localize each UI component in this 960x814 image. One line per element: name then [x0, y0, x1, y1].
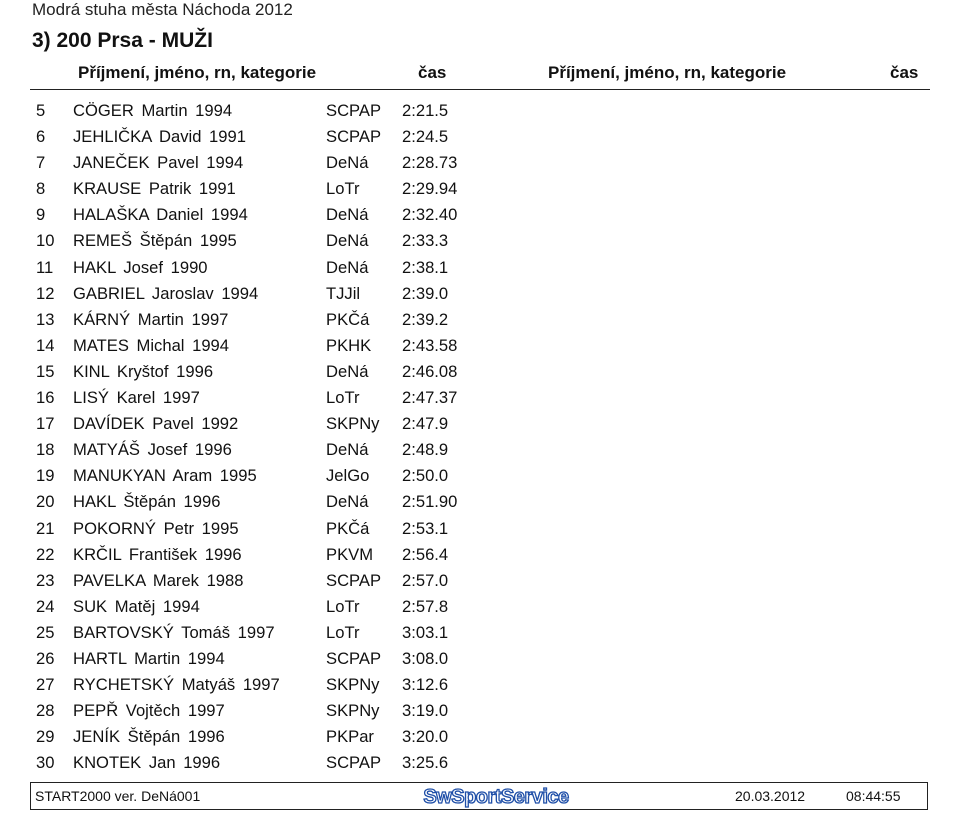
result-row — [0, 310, 960, 336]
result-club: LoTr — [326, 596, 360, 616]
result-time: 3:20.0 — [402, 727, 449, 747]
result-club: SKPNy — [326, 675, 380, 695]
event-title: 3) 200 Prsa - MUŽI — [32, 29, 213, 52]
result-row — [0, 701, 960, 727]
result-club: PKPar — [326, 727, 374, 747]
result-place: 19 — [36, 466, 55, 486]
result-name: HALAŠKA Daniel 1994 — [73, 205, 248, 225]
result-club: SCPAP — [326, 101, 382, 120]
result-name: REMEŠ Štěpán 1995 — [73, 231, 237, 251]
result-row — [0, 284, 960, 310]
result-club: PKČá — [326, 309, 370, 329]
result-club: DeNá — [326, 257, 369, 277]
result-row — [0, 649, 960, 675]
result-club: LoTr — [326, 388, 360, 408]
result-row — [0, 466, 960, 492]
column-header-time-1: čas — [418, 63, 447, 82]
result-place: 14 — [36, 335, 55, 355]
result-time: 2:39.0 — [402, 283, 449, 303]
result-row — [0, 362, 960, 388]
result-time: 2:21.5 — [402, 101, 449, 120]
result-club: SCPAP — [326, 127, 382, 147]
result-place: 22 — [36, 544, 55, 564]
result-name: HARTL Martin 1994 — [73, 648, 225, 668]
result-row — [0, 492, 960, 518]
result-time: 2:39.2 — [402, 309, 449, 329]
result-time: 3:12.6 — [402, 675, 449, 695]
result-name: MANUKYAN Aram 1995 — [73, 466, 257, 486]
result-club: JelGo — [326, 466, 370, 486]
result-name: PEPŘ Vojtěch 1997 — [73, 701, 225, 721]
result-name: SUK Matěj 1994 — [73, 596, 200, 616]
result-club: LoTr — [326, 179, 360, 199]
result-name: KRAUSE Patrik 1991 — [73, 179, 236, 199]
result-club: TJJil — [326, 283, 361, 303]
result-name: BARTOVSKÝ Tomáš 1997 — [73, 622, 275, 642]
result-time: 3:08.0 — [402, 648, 449, 668]
result-club: PKČá — [326, 518, 370, 538]
result-name: POKORNÝ Petr 1995 — [73, 518, 239, 538]
competition-title: Modrá stuha města Náchoda 2012 — [32, 0, 293, 19]
result-row — [0, 571, 960, 597]
result-place: 11 — [36, 257, 54, 277]
header-divider — [30, 89, 930, 90]
result-club: DeNá — [326, 153, 369, 173]
result-row — [0, 205, 960, 231]
result-time: 2:38.1 — [402, 257, 449, 277]
result-row — [0, 597, 960, 623]
result-time: 2:33.3 — [402, 231, 449, 251]
result-club: SCPAP — [326, 570, 382, 590]
result-place: 17 — [36, 414, 55, 434]
result-time: 2:50.0 — [402, 466, 449, 486]
result-row — [0, 753, 960, 779]
result-row — [0, 675, 960, 701]
result-name: PAVELKA Marek 1988 — [73, 570, 244, 590]
result-place: 16 — [36, 388, 55, 408]
result-club: PKVM — [326, 544, 374, 564]
result-club: DeNá — [326, 492, 369, 512]
result-row — [0, 179, 960, 205]
result-name: MATES Michal 1994 — [73, 335, 230, 355]
result-row — [0, 545, 960, 571]
result-time: 2:28.73 — [402, 153, 458, 173]
result-time: 2:29.94 — [402, 179, 458, 199]
result-club: SCPAP — [326, 648, 382, 668]
result-name: HAKL Štěpán 1996 — [73, 492, 221, 512]
result-time: 2:57.8 — [402, 596, 449, 616]
result-name: DAVÍDEK Pavel 1992 — [73, 414, 239, 434]
result-club: SCPAP — [326, 753, 382, 773]
result-row — [0, 440, 960, 466]
result-time: 2:46.08 — [402, 361, 458, 381]
logo-text: SwSportService — [423, 786, 569, 808]
result-place: 27 — [36, 675, 55, 695]
result-club: SKPNy — [326, 414, 380, 434]
result-time: 2:53.1 — [402, 518, 449, 538]
result-row — [0, 727, 960, 753]
result-place: 26 — [36, 648, 55, 668]
print-date: 20.03.2012 — [735, 788, 806, 804]
result-time: 2:51.90 — [402, 492, 458, 512]
result-club: DeNá — [326, 205, 369, 225]
result-row — [0, 388, 960, 414]
result-name: KÁRNÝ Martin 1997 — [73, 309, 229, 329]
result-row — [0, 101, 960, 127]
result-place: 24 — [36, 596, 55, 616]
result-name: MATYÁŠ Josef 1996 — [73, 440, 232, 460]
result-time: 2:57.0 — [402, 570, 449, 590]
result-name: RYCHETSKÝ Matyáš 1997 — [73, 675, 280, 695]
result-time: 2:32.40 — [402, 205, 458, 225]
result-time: 2:43.58 — [402, 335, 458, 355]
result-club: SKPNy — [326, 701, 380, 721]
result-row — [0, 231, 960, 257]
result-name: LISÝ Karel 1997 — [73, 388, 200, 408]
result-place: 15 — [36, 361, 55, 381]
swsportservice-logo — [411, 784, 581, 808]
result-row — [0, 519, 960, 545]
result-place: 30 — [36, 753, 55, 773]
result-time: 3:19.0 — [402, 701, 449, 721]
result-club: DeNá — [326, 440, 369, 460]
result-club: PKHK — [326, 335, 372, 355]
result-time: 2:47.9 — [402, 414, 449, 434]
result-time: 2:56.4 — [402, 544, 449, 564]
result-place: 9 — [36, 205, 46, 225]
result-place: 7 — [36, 153, 46, 173]
result-place: 25 — [36, 622, 55, 642]
result-time: 3:03.1 — [402, 622, 449, 642]
column-header-time-2: čas — [890, 63, 919, 82]
result-place: 12 — [36, 283, 55, 303]
result-place: 28 — [36, 701, 55, 721]
result-time: 3:25.6 — [402, 753, 449, 773]
result-place: 10 — [36, 231, 55, 251]
result-name: HAKL Josef 1990 — [73, 257, 208, 277]
result-place: 23 — [36, 570, 55, 590]
result-name: JENÍK Štěpán 1996 — [73, 727, 225, 747]
result-club: DeNá — [326, 361, 369, 381]
result-row — [0, 127, 960, 153]
result-place: 5 — [36, 101, 46, 120]
result-name: KNOTEK Jan 1996 — [73, 753, 221, 773]
result-club: LoTr — [326, 622, 360, 642]
result-club: DeNá — [326, 231, 369, 251]
result-place: 6 — [36, 127, 46, 147]
result-place: 13 — [36, 309, 55, 329]
result-place: 18 — [36, 440, 55, 460]
result-place: 21 — [36, 518, 55, 538]
result-time: 2:48.9 — [402, 440, 449, 460]
result-row — [0, 414, 960, 440]
result-name: JANEČEK Pavel 1994 — [73, 153, 244, 173]
column-header-name-2: Příjmení, jméno, rn, kategorie — [548, 63, 787, 82]
result-row — [0, 153, 960, 179]
result-row — [0, 258, 960, 284]
results-list — [0, 101, 960, 779]
result-row — [0, 623, 960, 649]
column-header-name-1: Příjmení, jméno, rn, kategorie — [78, 63, 317, 82]
result-name: KRČIL František 1996 — [73, 544, 242, 564]
result-name: CÖGER Martin 1994 — [73, 101, 233, 120]
result-row — [0, 336, 960, 362]
footer-bar — [30, 782, 928, 810]
software-version: START2000 ver. DeNá001 — [35, 788, 201, 804]
result-place: 20 — [36, 492, 55, 512]
print-time: 08:44:55 — [846, 788, 901, 804]
result-place: 29 — [36, 727, 55, 747]
result-time: 2:24.5 — [402, 127, 449, 147]
result-name: GABRIEL Jaroslav 1994 — [73, 283, 259, 303]
result-name: KINL Kryštof 1996 — [73, 361, 214, 381]
result-name: JEHLIČKA David 1991 — [73, 127, 246, 147]
result-time: 2:47.37 — [402, 388, 458, 408]
result-place: 8 — [36, 179, 46, 199]
